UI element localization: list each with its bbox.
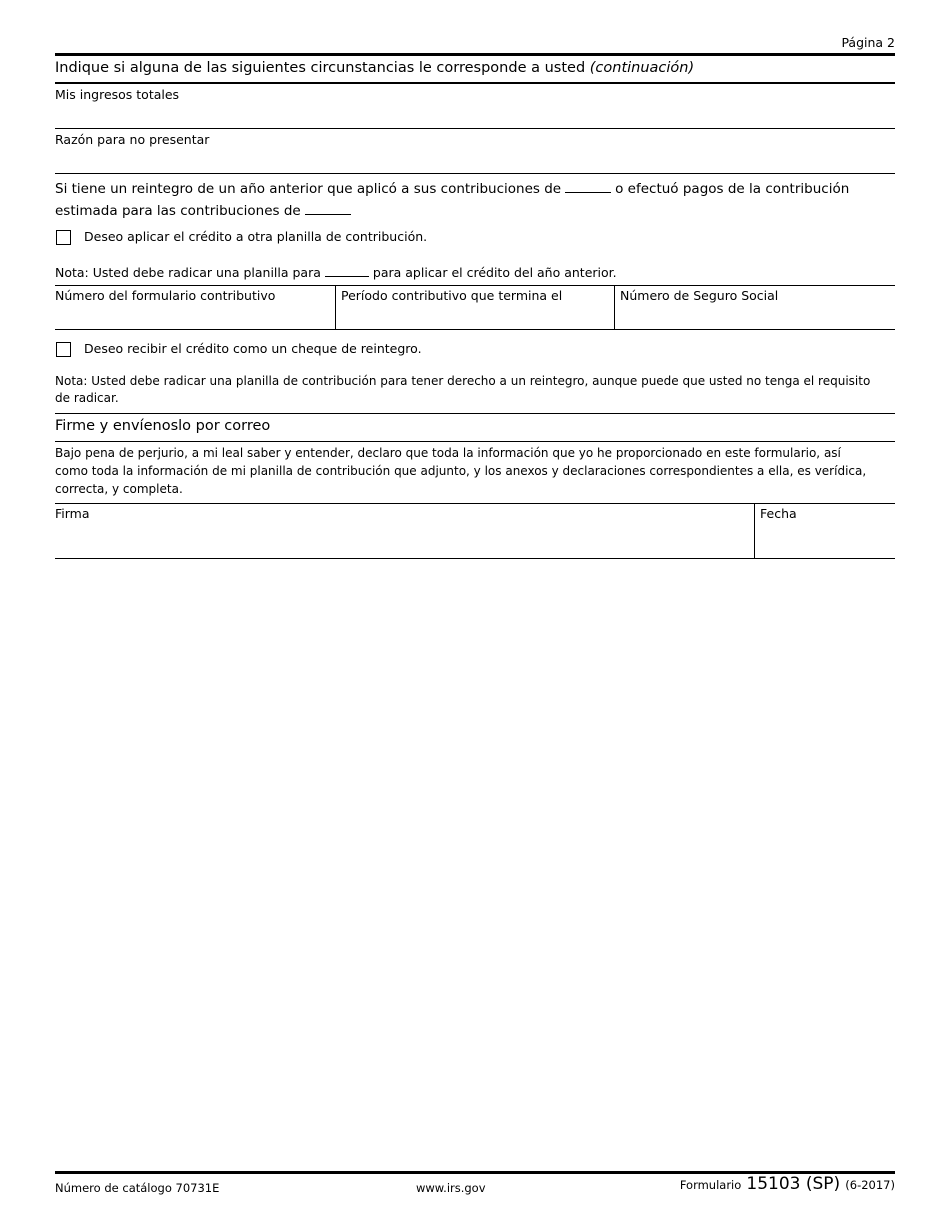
table-top-rule	[55, 285, 895, 286]
form-number-field[interactable]	[55, 305, 333, 327]
signature-field[interactable]	[55, 524, 751, 554]
refund-check-label: Deseo recibir el crédito como un cheque de reintegro.	[84, 341, 422, 356]
reason-rule	[55, 173, 895, 174]
form-prefix: Formulario	[679, 1178, 742, 1192]
apply-credit-checkbox[interactable]	[56, 230, 71, 245]
ssn-field[interactable]	[618, 305, 895, 327]
note-apply-year-field[interactable]	[325, 262, 369, 277]
signature-divider	[754, 503, 755, 558]
reason-label: Razón para no presentar	[55, 132, 210, 147]
refund-line-1	[55, 178, 849, 197]
refund-line-2-text: estimada para las contribuciones de	[55, 203, 301, 219]
form-number-label: Número del formulario contributivo	[55, 288, 276, 303]
signature-bottom-rule	[55, 558, 895, 559]
income-field[interactable]	[55, 104, 895, 126]
note-refund-line-2: de radicar.	[55, 391, 119, 405]
perjury-line-1: Bajo pena de perjurio, a mi leal saber y entender, declaro que toda la información que yo he proporcionado en este formulario, así	[55, 446, 841, 460]
catalog-number: Número de catálogo 70731E	[55, 1181, 220, 1195]
income-rule	[55, 128, 895, 129]
refund-year-field-1[interactable]	[565, 178, 611, 193]
perjury-line-2: como toda la información de mi planilla de contribución que adjunto, y los anexos y declaraciones correspondientes a ella, es verídica,	[55, 464, 867, 478]
section-title-rule	[55, 82, 895, 84]
table-bottom-rule	[55, 329, 895, 330]
date-label: Fecha	[760, 506, 797, 521]
section2-top-rule	[55, 413, 895, 414]
sign-section-title: Firme y envíenoslo por correo	[55, 418, 271, 434]
sign-section-rule	[55, 441, 895, 442]
refund-check-checkbox[interactable]	[56, 342, 71, 357]
section-title-italic: (continuación)	[589, 60, 695, 76]
note-apply-credit	[55, 262, 617, 280]
note-apply-text-a: Nota: Usted debe radicar una planilla para	[55, 265, 321, 280]
apply-credit-label: Deseo aplicar el crédito a otra planilla de contribución.	[84, 229, 428, 244]
form-revision: (6-2017)	[845, 1178, 895, 1192]
ssn-label: Número de Seguro Social	[620, 288, 779, 303]
refund-line-1-text-b: o efectuó pagos de la contribución	[615, 181, 850, 197]
signature-top-rule	[55, 503, 895, 504]
date-field[interactable]	[758, 524, 895, 554]
top-rule	[55, 53, 895, 56]
note-apply-text-b: para aplicar el crédito del año anterior.	[372, 265, 617, 280]
form-number: 15103 (SP)	[746, 1174, 841, 1194]
table-divider-2	[614, 285, 615, 329]
form-identifier	[680, 1174, 895, 1194]
page-number: Página 2	[841, 35, 895, 50]
form-page	[55, 0, 895, 1230]
tax-period-label: Período contributivo que termina el	[341, 288, 563, 303]
section-title-text: Indique si alguna de las siguientes circunstancias le corresponde a usted	[55, 60, 586, 76]
refund-line-1-text-a: Si tiene un reintegro de un año anterior que aplicó a sus contribuciones de	[55, 181, 562, 197]
refund-line-2	[55, 200, 355, 219]
section-title	[55, 60, 694, 76]
note-refund-line-1: Nota: Usted debe radicar una planilla de contribución para tener derecho a un reintegro, aunque puede que usted no tenga el requisito	[55, 374, 871, 388]
irs-website-link[interactable]: www.irs.gov	[416, 1181, 486, 1195]
table-divider-1	[335, 285, 336, 329]
perjury-line-3: correcta, y completa.	[55, 482, 183, 496]
signature-label: Firma	[55, 506, 90, 521]
reason-field[interactable]	[55, 149, 895, 171]
tax-period-field[interactable]	[339, 305, 613, 327]
income-label: Mis ingresos totales	[55, 87, 180, 102]
refund-year-field-2[interactable]	[305, 200, 351, 215]
